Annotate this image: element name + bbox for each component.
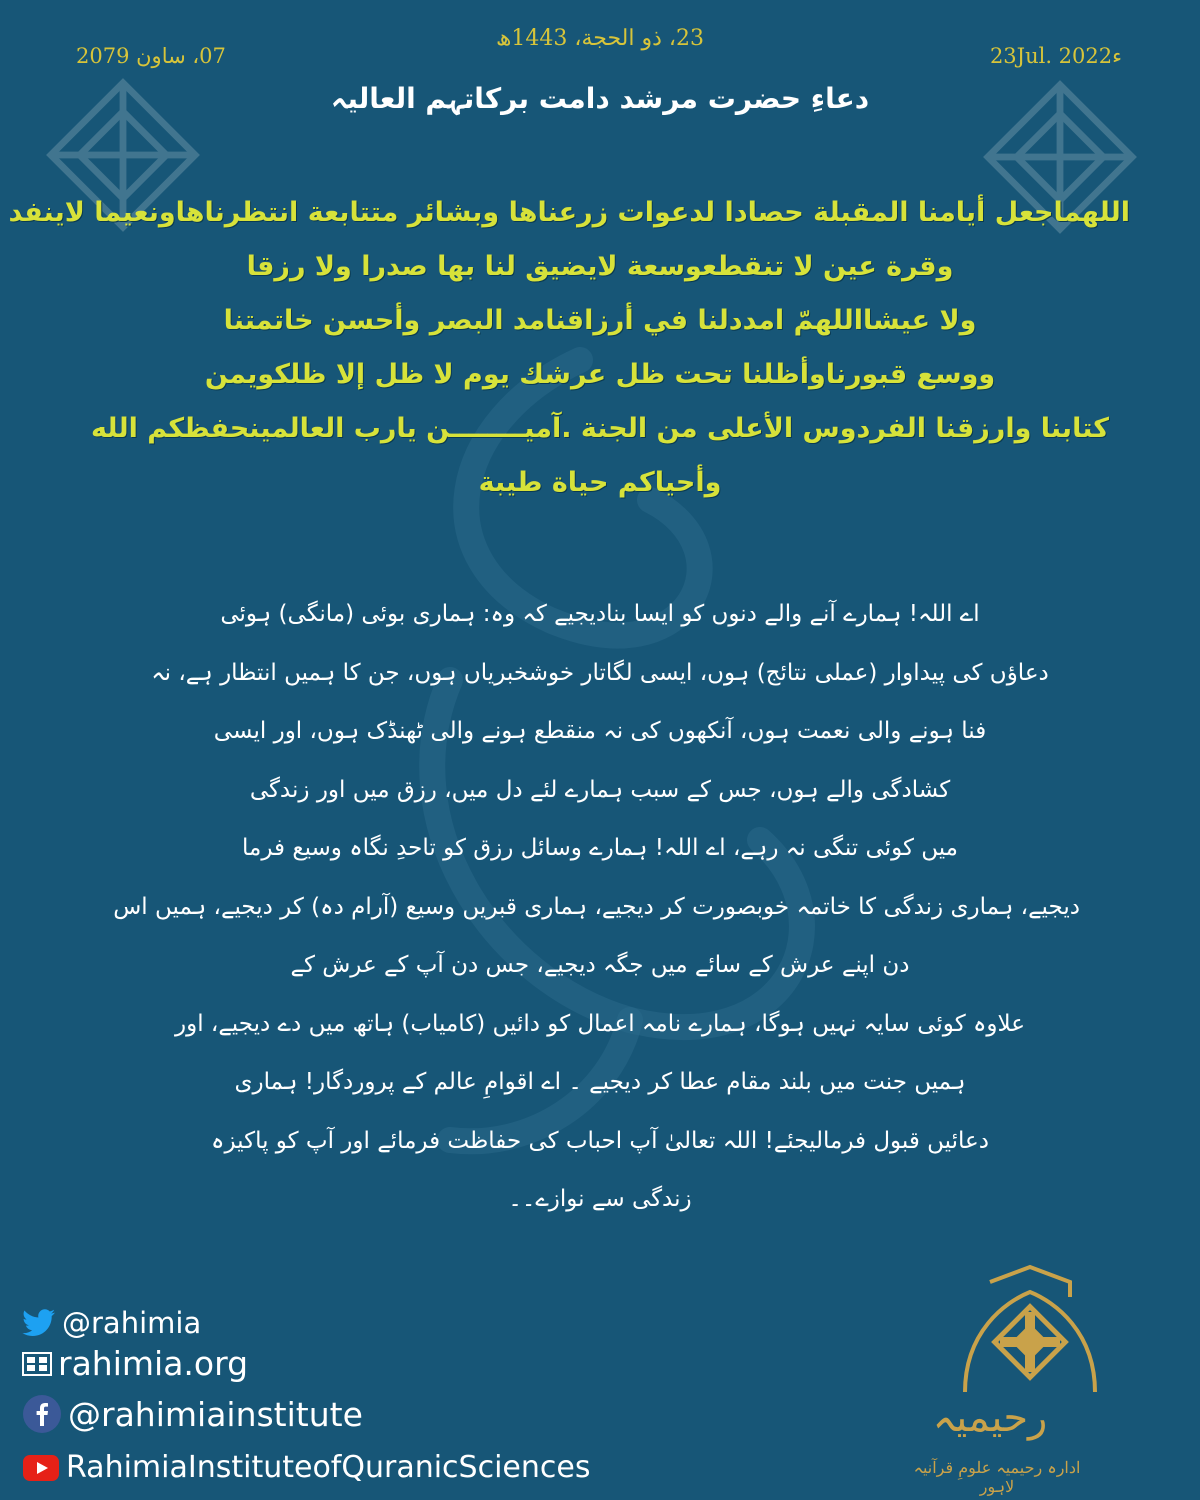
urdu-line: علاوہ کوئی سایہ نہیں ہوگا، ہمارے نامہ اعمال کو دائیں (کامیاب) ہاتھ میں دے دیجیے، اور [174,1010,1025,1037]
youtube-link[interactable] [22,1450,590,1485]
website-icon [22,1352,52,1376]
hijri-date: 23، ذو الحجة، 1443ھ [496,26,704,51]
urdu-line: دیجیے، ہماری زندگی کا خاتمہ خوبصورت کر دیجیے، ہماری قبریں وسیع (آرام دہ) کر دیجیے، ہمیں اس [113,893,1080,920]
arabic-dua-line: وأحياكم حياة طيبة [478,467,722,498]
facebook-handle: @rahimiainstitute [68,1394,363,1434]
logo-name: رحیمیہ [932,1395,1048,1441]
website-link[interactable] [22,1344,248,1383]
bikrami-date: 07، ساون 2079 [76,44,226,68]
urdu-line: دن اپنے عرش کے سائے میں جگہ دیجیے، جس دن آپ کے عرش کے [290,952,910,978]
twitter-icon [22,1309,56,1337]
arabic-dua-line: كتابنا وارزقنا الفردوس الأعلى من الجنة .آميــــــــن يارب العالمينحفظكم الله [91,413,1109,444]
arabic-dua [8,186,1130,510]
youtube-channel: RahimiaInstituteofQuranicSciences [66,1450,591,1485]
facebook-link[interactable] [22,1394,363,1434]
twitter-link[interactable] [22,1306,201,1340]
urdu-translation [113,585,1080,1229]
urdu-line: دعاؤں کی پیداوار (عملی نتائج) ہوں، ایسی لگاتار خوشخبریاں ہوں، جن کا ہمیں انتظار ہے، نہ [151,659,1049,686]
logo-subtitle: ادارہ رحیمیہ علومِ قرآنیہ لاہور [913,1458,1081,1496]
youtube-icon [22,1454,60,1482]
page-title: دعاءِ حضرت مرشد دامت برکاتہم العالیہ [330,82,870,115]
urdu-line: زندگی سے نوازے۔۔ [508,1186,692,1212]
gregorian-date: 23Jul. 2022ء [989,44,1122,68]
urdu-line: میں کوئی تنگی نہ رہے، اے اللہ! ہمارے وسائل رزق کو تاحدِ نگاہ وسیع فرما [242,835,958,861]
facebook-icon [22,1394,62,1434]
twitter-handle: @rahimia [62,1306,202,1340]
arabic-dua-line: اللهماجعل أيامنا المقبلة حصادا لدعوات زرعناها وبشائر متتابعة انتظرناهاونعيما لاينفد [8,197,1130,228]
urdu-line: دعائیں قبول فرمالیجئے! اللہ تعالیٰ آپ احباب کی حفاظت فرمائے اور آپ کو پاکیزہ [211,1127,989,1154]
arabic-dua-line: ووسع قبورناوأظلنا تحت ظل عرشك يوم لا ظل إلا ظلكويمن [204,359,996,390]
urdu-line: ہمیں جنت میں بلند مقام عطا کر دیجیے ۔ اے اقوامِ عالم کے پروردگار! ہماری [234,1069,966,1095]
urdu-line: کشادگی والے ہوں، جس کے سبب ہمارے لئے دل میں، رزق میں اور زندگی [249,776,951,803]
website-url: rahimia.org [58,1344,249,1383]
urdu-line: فنا ہونے والی نعمت ہوں، آنکھوں کی نہ منقطع ہونے والی ٹھنڈک ہوں، اور ایسی [213,718,987,744]
urdu-line: اے اللہ! ہمارے آنے والے دنوں کو ایسا بنادیجیے کہ وہ: ہماری بوئی (مانگی) ہوئی [220,601,980,627]
arabic-dua-line: وقرة عين لا تنقطعوسعة لايضيق لنا بها صدرا ولا رزقا [246,251,954,282]
arabic-dua-line: ولا عيشااللهمّ امددلنا في أرزاقنامد البصر وأحسن خاتمتنا [223,305,977,336]
